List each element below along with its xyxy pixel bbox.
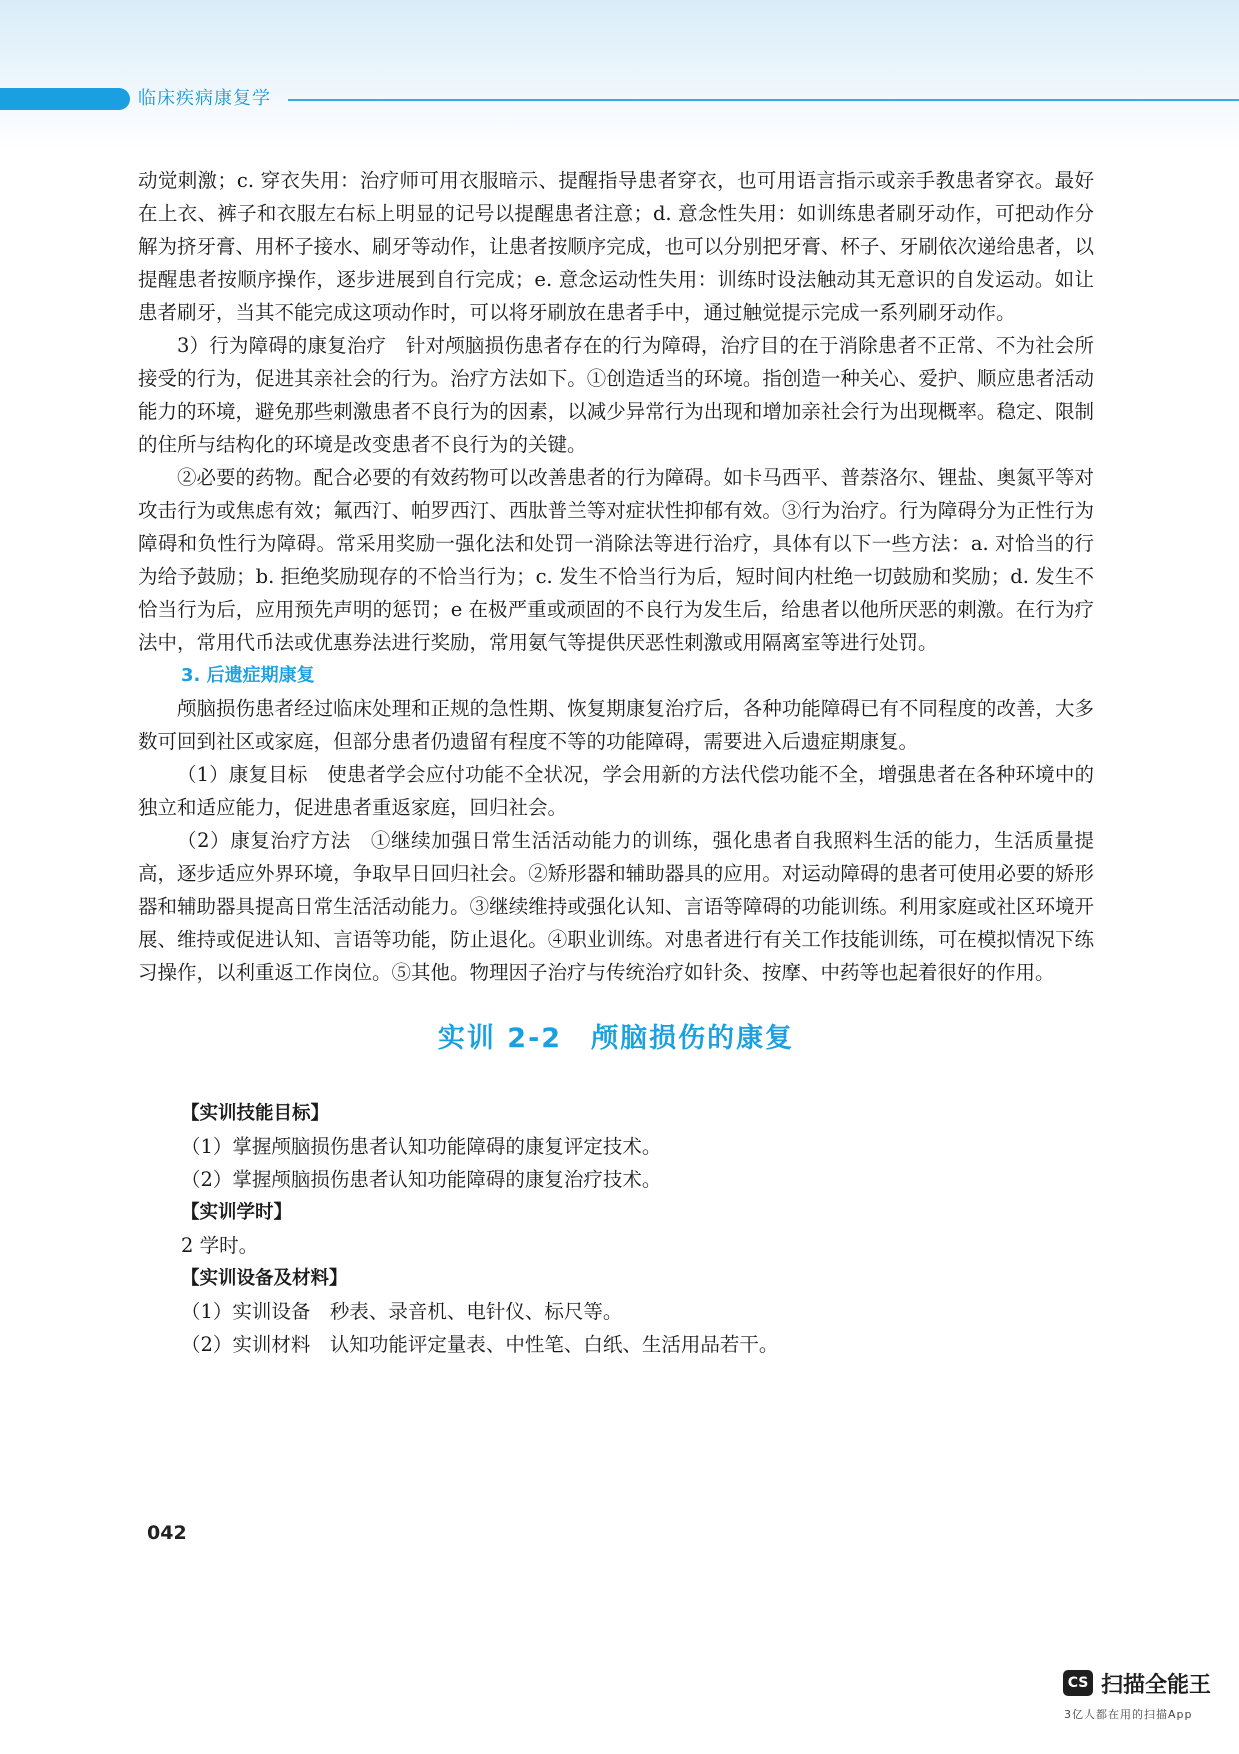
body-paragraph: （1）康复目标 使患者学会应付功能不全状况，学会用新的方法代偿功能不全，增强患者在各种环境中的独立和适应能力，促进患者重返家庭，回归社会。 [138,763,1094,819]
body-paragraph: 3）行为障碍的康复治疗 针对颅脑损伤患者存在的行为障碍，治疗目的在于消除患者不正常、不为社会所接受的行为，促进其亲社会的行为。治疗方法如下。①创造适当的环境。指创造一种关心、爱护、顺应患者活动能力的环境，避免那些刺激患者不良行为的因素，以减少异常行为出现和增加亲社会行为出现概率。稳定、限制的住所与结构化的环境是改变患者不良行为的关键。 [138,334,1094,456]
header-rule [288,99,1239,101]
skill-item: （1）掌握颅脑损伤患者认知功能障碍的康复评定技术。 [181,1135,662,1158]
practice-title: 实训 2-2 颅脑损伤的康复 [437,1023,795,1054]
header-tab-decoration [0,88,130,110]
header-band [0,0,1239,150]
body-paragraph: 动觉刺激；c. 穿衣失用：治疗师可用衣服暗示、提醒指导患者穿衣，也可用语言指示或亲手教患者穿衣。最好在上衣、裤子和衣服左右标上明显的记号以提醒患者注意；d. 意念性失用：如训练患者刷牙动作，可把动作分解为挤牙膏、用杯子接水、刷牙等动作，让患者按顺序完成，也可以分别把牙膏、杯子、牙刷依次递给患者，以提醒患者按顺序操作，逐步进展到自行完成；e. 意念运动性失用：训练时设法触动其无意识的自发运动。如让患者刷牙，当其不能完成这项动作时，可以将牙刷放在患者手中，通过触觉提示完成一系列刷牙动作。 [138,169,1094,324]
body-paragraph: 颅脑损伤患者经过临床处理和正规的急性期、恢复期康复治疗后，各种功能障碍已有不同程度的改善，大多数可回到社区或家庭，但部分患者仍遗留有程度不等的功能障碍，需要进入后遗症期康复。 [138,697,1094,753]
equipment-heading: 【实训设备及材料】 [181,1268,348,1289]
watermark-tagline: 3亿人都在用的扫描App [1064,1708,1193,1721]
body-paragraph: （2）康复治疗方法 ①继续加强日常生活活动能力的训练，强化患者自我照料生活的能力，生活质量提高，逐步适应外界环境，争取早日回归社会。②矫形器和辅助器具的应用。对运动障碍的患者可使用必要的矫形器和辅助器具提高日常生活活动能力。③继续维持或强化认知、言语等障碍的功能训练。利用家庭或社区环境开展、维持或促进认知、言语等功能，防止退化。④职业训练。对患者进行有关工作技能训练，可在模拟情况下练习操作，以利重返工作岗位。⑤其他。物理因子治疗与传统治疗如针灸、按摩、中药等也起着很好的作用。 [138,829,1094,984]
watermark-name: 扫描全能王 [1101,1673,1212,1698]
skill-item: （2）掌握颅脑损伤患者认知功能障碍的康复治疗技术。 [181,1168,662,1191]
equipment-item: （2）实训材料 认知功能评定量表、中性笔、白纸、生活用品若干。 [181,1333,779,1356]
page-number: 042 [147,1522,187,1544]
section-heading: 3. 后遗症期康复 [181,665,315,686]
hours-heading: 【实训学时】 [181,1202,293,1223]
equipment-item: （1）实训设备 秒表、录音机、电针仪、标尺等。 [181,1300,623,1323]
page-body [138,164,1094,1361]
camscanner-logo-icon: CS [1063,1670,1093,1696]
hours-value: 2 学时。 [181,1234,259,1257]
skills-heading: 【实训技能目标】 [181,1103,330,1124]
running-header-title: 临床疾病康复学 [138,88,271,109]
body-paragraph: ②必要的药物。配合必要的有效药物可以改善患者的行为障碍。如卡马西平、普萘洛尔、锂盐、奥氮平等对攻击行为或焦虑有效；氟西汀、帕罗西汀、西肽普兰等对症状性抑郁有效。③行为治疗。行为障碍分为正性行为障碍和负性行为障碍。常采用奖励一强化法和处罚一消除法等进行治疗，具体有以下一些方法：a. 对恰当的行为给予鼓励；b. 拒绝奖励现存的不恰当行为；c. 发生不恰当行为后，短时间内杜绝一切鼓励和奖励；d. 发生不恰当行为后，应用预先声明的惩罚；e 在极严重或顽固的不良行为发生后，给患者以他所厌恶的刺激。在行为疗法中，常用代币法或优惠券法进行奖励，常用氨气等提供厌恶性刺激或用隔离室等进行处罚。 [138,466,1094,654]
practice-section [138,1097,1094,1361]
